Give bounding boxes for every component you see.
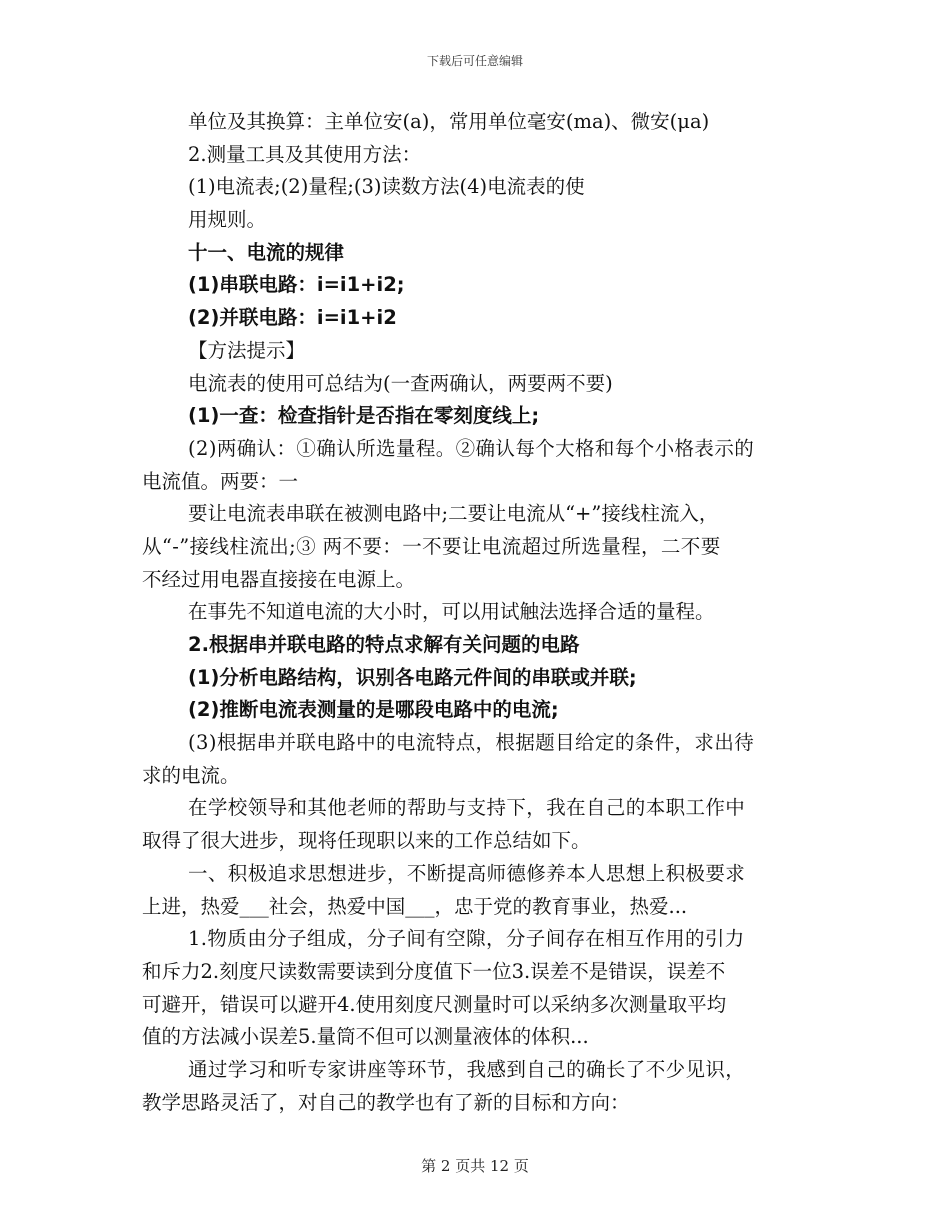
bold-line: (1)分析电路结构，识别各电路元件间的串联或并联; xyxy=(188,665,637,689)
text-line: 在事先不知道电流的大小时，可以用试触法选择合适的量程。 xyxy=(188,600,715,624)
text-line: 用规则。 xyxy=(188,208,267,232)
section-heading: 十一、电流的规律 xyxy=(188,240,345,264)
text-line: 一、积极追求思想进步，不断提高师德修养本人思想上积极要求 xyxy=(188,861,746,885)
text-line: (3)根据串并联电路中的电流特点，根据题目给定的条件，求出待 xyxy=(188,731,755,755)
text-line: 要让电流表串联在被测电路中;二要让电流从“+”接线柱流入， xyxy=(188,502,719,526)
bold-line: (2)推断电流表测量的是哪段电路中的电流; xyxy=(188,698,559,722)
document-body xyxy=(142,106,810,1119)
page-footer: 第 2 页共 12 页 xyxy=(421,1157,529,1175)
text-line: 上进，热爱___社会，热爱中国___，忠于党的教育事业，热爱... xyxy=(142,894,688,918)
text-line: 电流值。两要：一 xyxy=(142,469,299,493)
page-header: 下载后可任意编辑 xyxy=(426,54,523,68)
text-line: 电流表的使用可总结为(一查两确认，两要两不要) xyxy=(188,371,613,395)
bold-line: (1)串联电路：i=i1+i2; xyxy=(188,273,405,297)
text-line: 值的方法减小误差5.量筒不但可以测量液体的体积... xyxy=(142,1025,589,1049)
text-line: 和斥力2.刻度尺读数需要读到分度值下一位3.误差不是错误，误差不 xyxy=(142,959,726,983)
text-line: 在学校领导和其他老师的帮助与支持下，我在自己的本职工作中 xyxy=(188,796,746,820)
text-line: 教学思路灵活了，对自己的教学也有了新的目标和方向： xyxy=(142,1090,630,1114)
text-line: (2)两确认：①确认所选量程。②确认每个大格和每个小格表示的 xyxy=(188,436,755,460)
text-line: 可避开，错误可以避开4.使用刻度尺测量时可以采纳多次测量取平均 xyxy=(142,992,727,1016)
text-line: (1)电流表;(2)量程;(3)读数方法(4)电流表的使 xyxy=(188,175,585,199)
text-line: 单位及其换算：主单位安(a)，常用单位毫安(ma)、微安(μa) xyxy=(188,110,710,133)
text-line: 取得了很大进步，现将任现职以来的工作总结如下。 xyxy=(142,829,591,853)
text-line: 通过学习和听专家讲座等环节，我感到自己的确长了不少见识， xyxy=(188,1057,746,1081)
bold-line: (2)并联电路：i=i1+i2 xyxy=(188,306,397,330)
text-line: 不经过用电器直接接在电源上。 xyxy=(142,567,416,591)
text-line: 求的电流。 xyxy=(142,763,240,787)
text-line: 2.测量工具及其使用方法： xyxy=(188,142,422,166)
section-heading: 2.根据串并联电路的特点求解有关问题的电路 xyxy=(188,633,580,656)
bold-line: (1)一查：检查指针是否指在零刻度线上; xyxy=(188,404,540,428)
text-line: 1.物质由分子组成，分子间有空隙，分子间存在相互作用的引力 xyxy=(188,927,745,951)
text-line: 【方法提示】 xyxy=(188,338,306,362)
text-line: 从“-”接线柱流出;③ 两不要：一不要让电流超过所选量程，二不要 xyxy=(142,534,721,558)
